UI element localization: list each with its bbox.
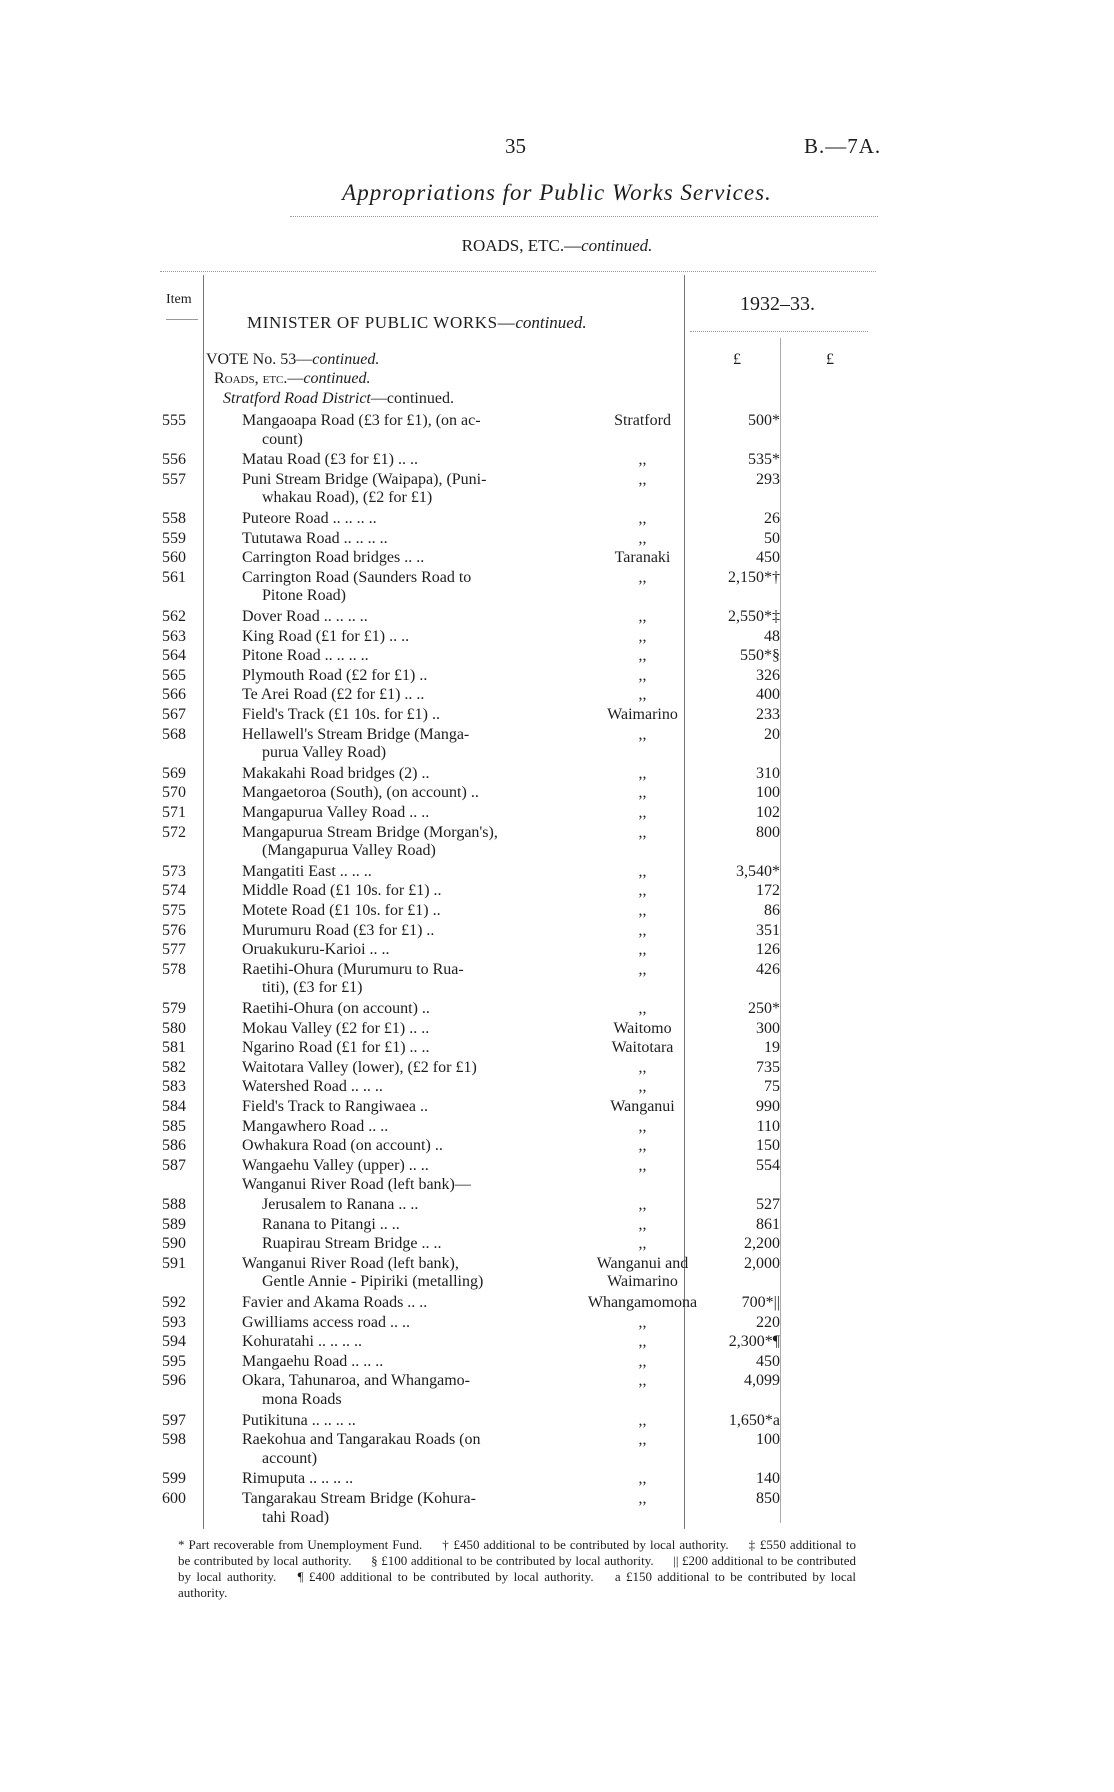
amount-value: 326: [756, 666, 780, 684]
amount-value: 735: [756, 1058, 780, 1076]
item-number: 587: [162, 1156, 186, 1174]
item-description: Murumuru Road (£3 for £1) ..: [242, 921, 435, 939]
table-row: [0, 1469, 1114, 1489]
item-description: Mangawhero Road .. ..: [242, 1117, 389, 1135]
district-name: ,,: [638, 1470, 647, 1488]
amount-value: 110: [756, 1117, 780, 1135]
item-description: Tututawa Road .. .. .. ..: [242, 529, 388, 547]
amount-value: 2,550*‡: [728, 608, 780, 625]
table-row: [0, 1117, 1114, 1137]
item-description: Owhakura Road (on account) ..: [242, 1137, 443, 1155]
item-description: Mokau Valley (£2 for £1) .. ..: [242, 1019, 430, 1037]
item-description: Pitone Road .. .. .. ..: [242, 647, 369, 665]
item-number: 576: [162, 921, 186, 939]
district-name: Wanganui and: [596, 1254, 689, 1272]
amount-value: 800: [756, 823, 780, 841]
district-name: Stratford: [614, 412, 671, 429]
amount-value: 450: [756, 1352, 780, 1370]
item-description: Tangarakau Stream Bridge (Kohura-: [242, 1490, 476, 1507]
table-row: [0, 1352, 1114, 1372]
table-row: [0, 666, 1114, 686]
district-name: ,,: [638, 1137, 647, 1155]
amount-value: 50: [764, 529, 780, 547]
table-row: [0, 685, 1114, 705]
item-description-continuation: (Mangapurua Valley Road): [262, 842, 436, 860]
district-heading: Stratford Road District—continued.: [223, 390, 454, 407]
item-number: 571: [162, 804, 186, 821]
amount-value: 861: [756, 1215, 780, 1233]
amount-value: 293: [756, 470, 780, 488]
district-name: ,,: [638, 1117, 647, 1135]
table-row: [0, 823, 1114, 843]
item-column-header: Item: [166, 292, 192, 307]
item-number: 593: [162, 1313, 186, 1331]
district-name: Waitotara: [611, 1039, 674, 1057]
item-number: 577: [162, 941, 186, 959]
amount-value: 20: [764, 725, 780, 743]
amount-value: 554: [756, 1156, 780, 1174]
footnote: § £100 additional to be contributed by local authority.: [371, 1553, 654, 1568]
item-description: Puni Stream Bridge (Waipapa), (Puni-: [242, 470, 487, 488]
item-number: 562: [162, 608, 186, 625]
amount-value: 86: [764, 902, 780, 919]
amount-value: 3,540*: [736, 862, 780, 880]
pound-header-1: £: [733, 351, 741, 368]
item-number: 579: [162, 1000, 186, 1017]
amount-value: 100: [756, 784, 780, 802]
district-name: ,,: [638, 608, 647, 625]
item-description: Ruapirau Stream Bridge .. ..: [262, 1235, 442, 1253]
year-header-rule: [690, 331, 868, 332]
minister-heading: MINISTER OF PUBLIC WORKS—continued.: [247, 313, 587, 332]
table-row: [0, 1136, 1114, 1156]
footnote: † £450 additional to be contributed by local authority.: [442, 1537, 729, 1552]
item-number: 556: [162, 451, 186, 469]
table-row: [0, 862, 1114, 882]
district-name: ,,: [638, 823, 647, 841]
table-row: [0, 411, 1114, 431]
table-row: [0, 1254, 1114, 1274]
item-description: Puteore Road .. .. .. ..: [242, 510, 377, 527]
amount-value: 48: [764, 627, 780, 645]
table-row: [0, 960, 1114, 980]
item-number: 560: [162, 549, 186, 567]
table-row: [0, 1234, 1114, 1254]
amount-value: 26: [764, 510, 780, 527]
item-number: 575: [162, 902, 186, 919]
item-description: King Road (£1 for £1) .. ..: [242, 627, 410, 645]
table-row: [0, 725, 1114, 745]
item-description: Raekohua and Tangarakau Roads (on: [242, 1431, 481, 1449]
table-top-rule: [160, 271, 876, 272]
district-name: ,,: [638, 1431, 647, 1449]
item-number: 595: [162, 1352, 186, 1370]
district-name: ,,: [638, 627, 647, 645]
table-row: [0, 1430, 1114, 1450]
item-description-continuation: whakau Road), (£2 for £1): [262, 489, 433, 507]
item-number: 583: [162, 1078, 186, 1096]
item-number: 578: [162, 960, 186, 978]
item-number: 561: [162, 568, 186, 586]
item-description: Field's Track to Rangiwaea ..: [242, 1098, 428, 1115]
district-name: ,,: [638, 862, 647, 880]
table-row: [0, 1371, 1114, 1391]
amount-value: 19: [764, 1039, 780, 1057]
district-name: ,,: [638, 1313, 647, 1331]
item-description: Te Arei Road (£2 for £1) .. ..: [242, 686, 425, 704]
amount-value: 500*: [748, 412, 780, 429]
item-number: 570: [162, 784, 186, 802]
table-row: [0, 627, 1114, 647]
district-name: ,,: [638, 1058, 647, 1076]
footnote: a £150 additional to be contributed by local authority.: [178, 1569, 856, 1600]
footnote: ‡ £550 additional to be contributed by local authority.: [178, 1537, 857, 1568]
footnote: * Part recoverable from Unemployment Fund.: [178, 1537, 423, 1552]
table-row: [0, 1019, 1114, 1039]
district-name: ,,: [638, 647, 647, 665]
district-name: ,,: [638, 470, 647, 488]
district-name: ,,: [638, 1078, 647, 1096]
table-row: [0, 783, 1114, 803]
item-number: 567: [162, 706, 186, 723]
table-row: [0, 1097, 1114, 1117]
item-description-continuation: Gentle Annie - Pipiriki (metalling): [262, 1273, 484, 1291]
item-description: Wanganui River Road (left bank)—: [242, 1176, 471, 1194]
amount-value: 150: [756, 1137, 780, 1155]
item-number: 564: [162, 647, 186, 665]
district-name: ,,: [638, 1490, 647, 1507]
item-description: Field's Track (£1 10s. for £1) ..: [242, 706, 440, 723]
amount-value: 233: [756, 706, 780, 723]
item-description: Favier and Akama Roads .. ..: [242, 1294, 428, 1311]
item-description: Raetihi-Ohura (Murumuru to Rua-: [242, 960, 464, 978]
district-name: Waitomo: [613, 1019, 672, 1037]
district-name: ,,: [638, 1352, 647, 1370]
item-description: Jerusalem to Ranana .. ..: [262, 1196, 419, 1213]
district-name: Taranaki: [614, 549, 671, 567]
roads-subheading: Roads, etc.—continued.: [214, 370, 371, 387]
district-name: ,,: [638, 921, 647, 939]
district-name-continuation: Waimarino: [607, 1273, 678, 1291]
item-number: 586: [162, 1137, 186, 1155]
item-description: Middle Road (£1 10s. for £1) ..: [242, 882, 442, 900]
item-description: Mangaoapa Road (£3 for £1), (on ac-: [242, 412, 481, 429]
district-name: ,,: [638, 568, 647, 586]
amount-value: 2,200: [744, 1235, 780, 1253]
item-number: 589: [162, 1215, 186, 1233]
amount-value: 351: [756, 921, 780, 939]
vote-heading: VOTE No. 53—continued.: [206, 351, 380, 368]
item-number: 584: [162, 1098, 186, 1115]
table-row: [0, 1175, 1114, 1195]
amount-value: 310: [756, 764, 780, 782]
item-description: Raetihi-Ohura (on account) ..: [242, 1000, 430, 1017]
table-row: [0, 509, 1114, 529]
item-description: Watershed Road .. .. ..: [242, 1078, 383, 1096]
table-row: [0, 940, 1114, 960]
table-row: [0, 705, 1114, 725]
district-name: ,,: [638, 1156, 647, 1174]
district-name: ,,: [638, 902, 647, 919]
table-row: [0, 1077, 1114, 1097]
amount-value: 100: [756, 1431, 780, 1449]
item-number: 558: [162, 510, 186, 527]
item-number: 594: [162, 1333, 186, 1351]
amount-value: 700*||: [741, 1294, 780, 1311]
amount-value: 2,150*†: [728, 568, 780, 586]
amount-value: 300: [756, 1019, 780, 1037]
item-description-continuation: purua Valley Road): [262, 744, 387, 762]
amount-value: 990: [756, 1098, 780, 1115]
item-number: 569: [162, 764, 186, 782]
table-row: [0, 1313, 1114, 1333]
item-description: Wanganui River Road (left bank),: [242, 1254, 459, 1272]
item-description: Carrington Road (Saunders Road to: [242, 568, 472, 586]
item-number: 574: [162, 882, 186, 900]
item-description: Kohuratahi .. .. .. ..: [242, 1333, 362, 1351]
table-row: [0, 1038, 1114, 1058]
footnotes: [178, 1537, 856, 1601]
item-description: Rimuputa .. .. .. ..: [242, 1470, 354, 1488]
document-reference: B.—7A.: [804, 134, 882, 158]
table-row: [0, 1058, 1114, 1078]
table-row: [0, 450, 1114, 470]
item-number: 598: [162, 1431, 186, 1449]
amount-value: 527: [756, 1196, 780, 1213]
item-description-continuation: count): [262, 430, 303, 448]
district-name: ,,: [638, 1000, 647, 1017]
pound-header-2: £: [826, 351, 834, 368]
item-number: 581: [162, 1039, 186, 1057]
title-rule: [290, 216, 878, 217]
item-number: 582: [162, 1058, 186, 1076]
district-name: Waimarino: [607, 706, 678, 723]
amount-value: 250*: [748, 1000, 780, 1017]
district-name: ,,: [638, 1196, 647, 1213]
item-number: 563: [162, 627, 186, 645]
item-description: Oruakukuru-Karioi .. ..: [242, 941, 390, 959]
table-row: [0, 529, 1114, 549]
amount-value: 400: [756, 686, 780, 704]
amount-value: 172: [756, 882, 780, 900]
amount-value: 2,300*¶: [728, 1333, 780, 1351]
table-row: [0, 1293, 1114, 1313]
district-name: ,,: [638, 1215, 647, 1233]
item-description: Hellawell's Stream Bridge (Manga-: [242, 725, 470, 743]
item-description: Gwilliams access road .. ..: [242, 1313, 410, 1331]
item-number: 596: [162, 1372, 186, 1390]
amount-value: 126: [756, 941, 780, 959]
item-number: 572: [162, 823, 186, 841]
amount-value: 2,000: [744, 1254, 780, 1272]
page-number: 35: [505, 134, 526, 158]
item-description-continuation: mona Roads: [262, 1391, 342, 1408]
footnote: ¶ £400 additional to be contributed by local authority.: [297, 1569, 594, 1584]
amount-value: 75: [764, 1078, 780, 1096]
item-description: Dover Road .. .. .. ..: [242, 608, 368, 625]
item-number: 559: [162, 529, 186, 547]
item-description: Makakahi Road bridges (2) ..: [242, 764, 430, 782]
item-number: 597: [162, 1411, 186, 1429]
year-column-header: 1932–33.: [740, 293, 815, 315]
table-row: [0, 803, 1114, 823]
amount-value: 4,099: [744, 1372, 780, 1390]
table-row: [0, 470, 1114, 490]
table-row: [0, 881, 1114, 901]
table-row: [0, 1215, 1114, 1235]
amount-value: 535*: [748, 451, 780, 469]
item-number: 599: [162, 1470, 186, 1488]
item-number: 573: [162, 862, 186, 880]
item-description: Mangaetoroa (South), (on account) ..: [242, 784, 479, 802]
item-description-continuation: Pitone Road): [262, 587, 346, 605]
district-name: Wanganui: [610, 1098, 675, 1115]
item-number: 590: [162, 1235, 186, 1253]
item-number: 568: [162, 725, 186, 743]
district-name: ,,: [638, 1333, 647, 1351]
district-name: ,,: [638, 784, 647, 802]
amount-value: 220: [756, 1313, 780, 1331]
district-name: ,,: [638, 451, 647, 469]
item-description: Ranana to Pitangi .. ..: [262, 1215, 400, 1233]
item-number: 566: [162, 686, 186, 704]
item-description: Putikituna .. .. .. ..: [242, 1411, 356, 1429]
table-row: [0, 548, 1114, 568]
district-name: ,,: [638, 1372, 647, 1390]
item-description: Matau Road (£3 for £1) .. ..: [242, 451, 418, 469]
table-row: [0, 1195, 1114, 1215]
item-number: 600: [162, 1490, 186, 1507]
item-number: 591: [162, 1254, 186, 1272]
amount-value: 850: [756, 1490, 780, 1507]
amount-value: 550*§: [740, 647, 780, 665]
district-name: ,,: [638, 725, 647, 743]
district-name: ,,: [638, 1235, 647, 1253]
item-number: 557: [162, 470, 186, 488]
item-description: Motete Road (£1 10s. for £1) ..: [242, 902, 441, 919]
district-name: ,,: [638, 764, 647, 782]
table-row: [0, 646, 1114, 666]
amount-value: 1,650*a: [728, 1411, 780, 1429]
district-name: ,,: [638, 529, 647, 547]
table-row: [0, 764, 1114, 784]
amount-value: 102: [756, 804, 780, 821]
item-number: 580: [162, 1019, 186, 1037]
table-row: [0, 921, 1114, 941]
table-row: [0, 1489, 1114, 1509]
footnote: || £200 additional to be contributed by local authority.: [178, 1553, 857, 1584]
section-heading: ROADS, ETC.—continued.: [461, 236, 653, 255]
item-description-continuation: tahi Road): [262, 1508, 330, 1526]
table-row: [0, 568, 1114, 588]
amount-value: 450: [756, 549, 780, 567]
item-number: 555: [162, 412, 186, 429]
district-name: ,,: [638, 804, 647, 821]
item-description: Plymouth Road (£2 for £1) ..: [242, 666, 428, 684]
page-title: Appropriations for Public Works Services.: [342, 180, 772, 205]
item-description: Mangatiti East .. .. ..: [242, 862, 372, 880]
item-description: Mangapurua Stream Bridge (Morgan's),: [242, 823, 498, 841]
district-name: ,,: [638, 510, 647, 527]
district-name: ,,: [638, 941, 647, 959]
item-header-rule: [166, 319, 198, 320]
item-description-continuation: titi), (£3 for £1): [262, 979, 363, 997]
amount-value: 426: [756, 960, 780, 978]
item-number: 588: [162, 1196, 186, 1213]
item-number: 592: [162, 1294, 186, 1311]
item-number: 565: [162, 666, 186, 684]
district-name: ,,: [638, 882, 647, 900]
table-row: [0, 1332, 1114, 1352]
table-row: [0, 901, 1114, 921]
table-row: [0, 1411, 1114, 1431]
amount-value: 140: [756, 1470, 780, 1488]
item-description: Wangaehu Valley (upper) .. ..: [242, 1156, 429, 1174]
item-description-continuation: account): [262, 1449, 318, 1467]
item-number: 585: [162, 1117, 186, 1135]
district-name: ,,: [638, 686, 647, 704]
district-name: ,,: [638, 666, 647, 684]
item-description: Mangaehu Road .. .. ..: [242, 1352, 384, 1370]
item-description: Mangapurua Valley Road .. ..: [242, 804, 430, 821]
table-row: [0, 999, 1114, 1019]
item-description: Okara, Tahunaroa, and Whangamo-: [242, 1372, 470, 1390]
item-description: Ngarino Road (£1 for £1) .. ..: [242, 1039, 430, 1057]
table-row: [0, 1156, 1114, 1176]
item-description: Waitotara Valley (lower), (£2 for £1): [242, 1058, 477, 1076]
item-description: Carrington Road bridges .. ..: [242, 549, 425, 567]
district-name: ,,: [638, 1411, 647, 1429]
district-name: Whangamomona: [587, 1294, 698, 1311]
district-name: ,,: [638, 960, 647, 978]
table-row: [0, 607, 1114, 627]
